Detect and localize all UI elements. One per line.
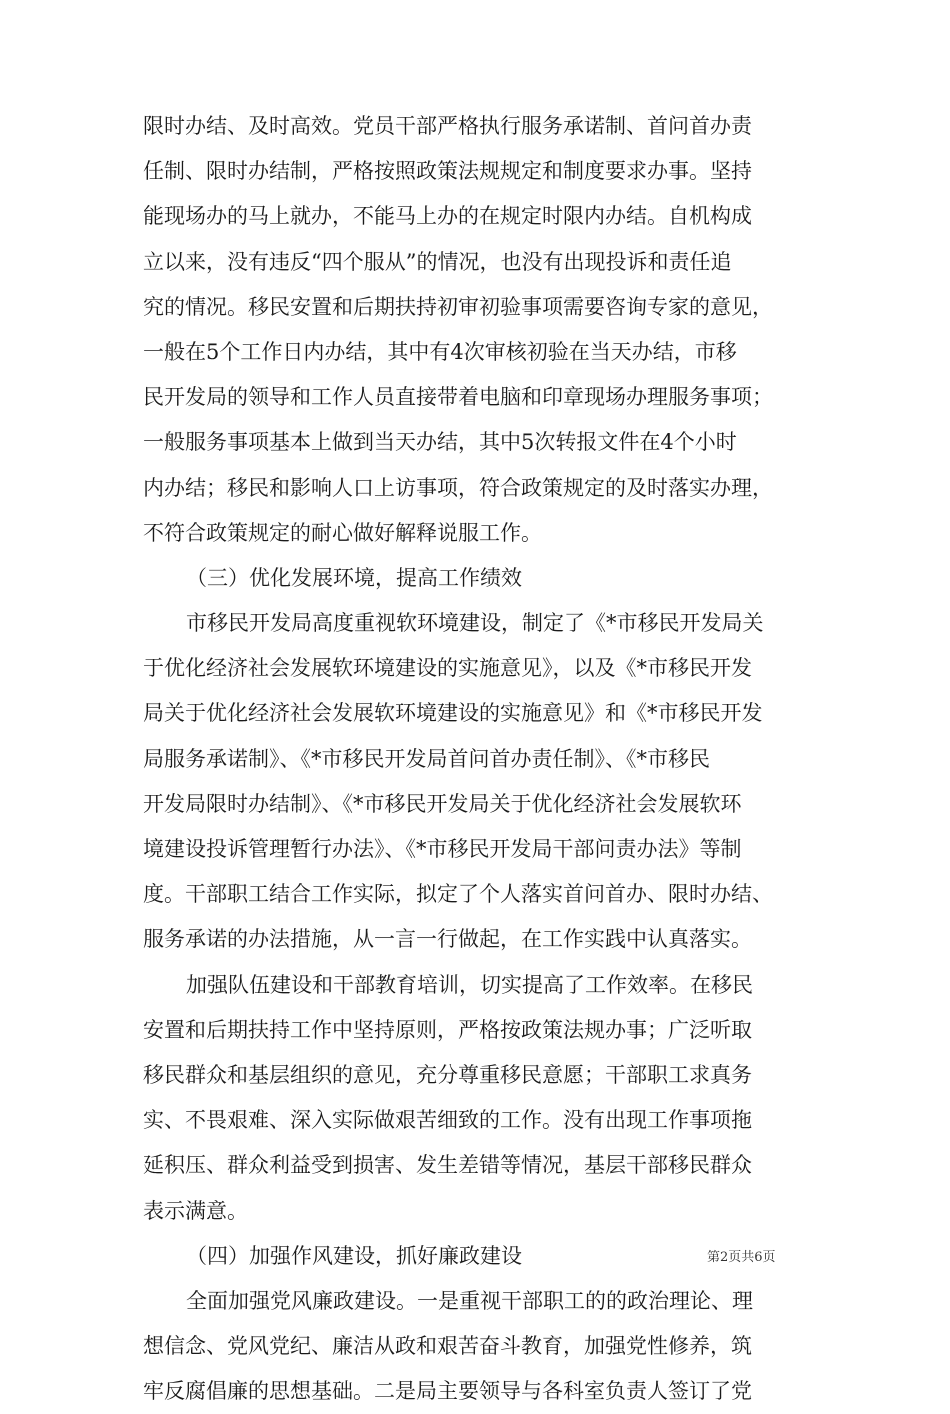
text-line: 全面加强党风廉政建设。一是重视干部职工的的政治理论、理 bbox=[186, 1288, 753, 1313]
text-line: 表示满意。 bbox=[143, 1198, 248, 1223]
text-line: 境建设投诉管理暂行办法》、《*市移民开发局干部问责办法》等制 bbox=[143, 837, 742, 861]
text-line: 度。干部职工结合工作实际，拟定了个人落实首问首办、限时办结、 bbox=[143, 882, 773, 907]
text-line: 一般服务事项基本上做到当天办结，其中5次转报文件在4个小时 bbox=[143, 430, 737, 455]
text-line: 民开发局的领导和工作人员直接带着电脑和印章现场办理服务事项； bbox=[143, 385, 773, 410]
text-line: 局服务承诺制》、《*市移民开发局首问首办责任制》、《*市移民 bbox=[143, 746, 710, 771]
text-line: 想信念、党风党纪、廉洁从政和艰苦奋斗教育，加强党性修养，筑 bbox=[143, 1334, 752, 1359]
paragraph bbox=[143, 1279, 809, 1414]
text-line: 限时办结、及时高效。党员干部严格执行服务承诺制、首问首办责 bbox=[143, 114, 752, 138]
text-line: 移民群众和基层组织的意见，充分尊重移民意愿；干部职工求真务 bbox=[143, 1062, 752, 1087]
text-line: 局关于优化经济社会发展软环境建设的实施意见》和《*市移民开发 bbox=[143, 701, 763, 726]
text-line: 任制、限时办结制，严格按照政策法规规定和制度要求办事。坚持 bbox=[143, 159, 752, 184]
section-heading: （三）优化发展环境，提高工作绩效 bbox=[186, 565, 522, 590]
text-line: 延积压、群众利益受到损害、发生差错等情况，基层干部移民群众 bbox=[143, 1153, 752, 1178]
text-line: 服务承诺的办法措施，从一言一行做起，在工作实践中认真落实。 bbox=[143, 927, 752, 952]
text-line: 牢反腐倡廉的思想基础。二是局主要领导与各科室负责人签订了党 bbox=[143, 1379, 752, 1404]
text-line: 开发局限时办结制》、《*市移民开发局关于优化经济社会发展软环 bbox=[143, 791, 742, 816]
paragraph-continuation bbox=[143, 104, 809, 556]
page-number-footer: 第2页共6页 bbox=[707, 1250, 776, 1265]
text-line: 不符合政策规定的耐心做好解释说服工作。 bbox=[143, 520, 542, 545]
text-line: 于优化经济社会发展软环境建设的实施意见》，以及《*市移民开发 bbox=[143, 656, 752, 681]
section-heading: （四）加强作风建设，抓好廉政建设 bbox=[186, 1243, 522, 1268]
text-line: 实、不畏艰难、深入实际做艰苦细致的工作。没有出现工作事项拖 bbox=[143, 1108, 752, 1133]
text-line: 安置和后期扶持工作中坚持原则，严格按政策法规办事；广泛听取 bbox=[143, 1017, 752, 1042]
text-line: 立以来，没有违反“四个服从”的情况，也没有出现投诉和责任追 bbox=[143, 249, 732, 274]
text-line: 内办结；移民和影响人口上访事项，符合政策规定的及时落实办理， bbox=[143, 475, 773, 500]
paragraph bbox=[143, 601, 809, 963]
text-line: 究的情况。移民安置和后期扶持初审初验事项需要咨询专家的意见， bbox=[143, 294, 773, 319]
paragraph bbox=[143, 963, 809, 1234]
document-body bbox=[143, 104, 809, 1414]
text-line: 能现场办的马上就办，不能马上办的在规定时限内办结。自机构成 bbox=[143, 204, 752, 229]
text-line: 市移民开发局高度重视软环境建设，制定了《*市移民开发局关 bbox=[186, 611, 764, 636]
text-line: 一般在5个工作日内办结，其中有4次审核初验在当天办结，市移 bbox=[143, 339, 737, 364]
text-line: 加强队伍建设和干部教育培训，切实提高了工作效率。在移民 bbox=[186, 972, 753, 997]
